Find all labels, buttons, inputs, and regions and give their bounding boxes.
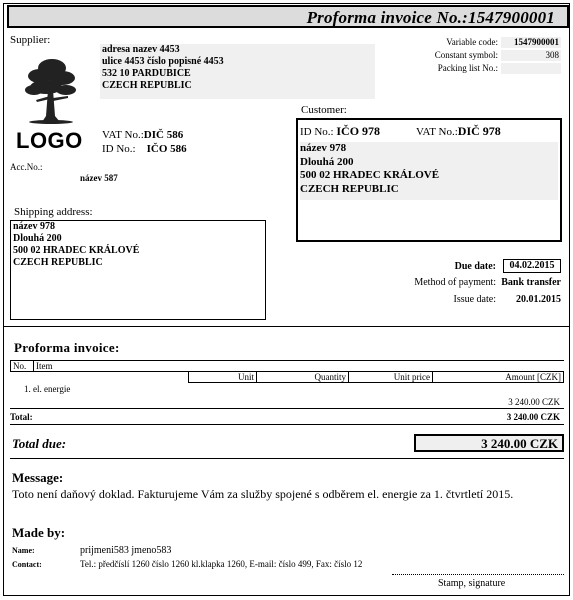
due-date-label: Due date: — [454, 261, 496, 272]
packing-list-value — [501, 63, 561, 74]
items-section-label: Proforma invoice: — [14, 340, 120, 355]
col-unit-header: Unit — [188, 372, 256, 383]
customer-vat-label: VAT No.: — [416, 126, 458, 138]
message-text: Toto není daňový doklad. Fakturujeme Vám za služby spojené s odběrem el. energie za 1. čtvrtletí 2015. — [12, 487, 514, 501]
supplier-vat-value: DIČ 586 — [143, 129, 184, 141]
supplier-label: Supplier: — [10, 34, 51, 46]
supplier-vat — [102, 129, 183, 141]
shipping-address-line: Dlouhá 200 — [13, 233, 62, 244]
constant-symbol-value: 308 — [501, 50, 561, 61]
supplier-id-label: ID No.: — [102, 143, 136, 155]
customer-id — [300, 124, 380, 139]
variable-code-value: 1547900001 — [501, 37, 561, 48]
supplier-address — [100, 44, 375, 99]
message-label: Message: — [12, 470, 64, 485]
variable-code-label: Variable code: — [446, 37, 498, 47]
total-due-label: Total due: — [12, 436, 67, 451]
made-by-label: Made by: — [12, 525, 66, 540]
customer-id-value: IČO 978 — [336, 124, 381, 138]
payment-method-label: Method of payment: — [414, 277, 496, 288]
customer-label: Customer: — [301, 104, 347, 116]
acc-label: Acc.No.: — [10, 162, 43, 172]
supplier-address-line: 532 10 PARDUBICE — [102, 68, 191, 79]
acc-value: název 587 — [80, 173, 118, 183]
line-item-text: 1. el. energie — [24, 384, 71, 394]
issue-date-label: Issue date: — [453, 294, 496, 305]
customer-box — [296, 118, 562, 242]
logo-text: LOGO — [16, 128, 83, 153]
packing-list-label: Packing list No.: — [437, 63, 498, 73]
issue-date-value: 20.01.2015 — [516, 294, 561, 305]
supplier-id — [102, 143, 187, 155]
col-separator — [33, 361, 34, 372]
name-value: prijmeni583 jmeno583 — [80, 545, 172, 556]
constant-symbol-label: Constant symbol: — [434, 50, 498, 60]
line-item-amount: 3 240.00 CZK — [508, 397, 560, 407]
customer-address — [300, 142, 558, 200]
total-due-value: 3 240.00 CZK — [414, 434, 564, 452]
due-date-value: 04.02.2015 — [503, 259, 561, 273]
customer-vat — [416, 124, 501, 139]
supplier-vat-label: VAT No.: — [102, 129, 144, 141]
section-divider — [4, 326, 569, 327]
contact-label: Contact: — [12, 560, 42, 569]
customer-address-line: Dlouhá 200 — [300, 155, 354, 168]
shipping-address-line: CZECH REPUBLIC — [13, 257, 103, 268]
customer-address-line: 500 02 HRADEC KRÁLOVÉ — [300, 169, 440, 181]
col-unit-price-header: Unit price — [348, 372, 432, 383]
customer-address-line: CZECH REPUBLIC — [300, 182, 399, 195]
total-label: Total: — [10, 412, 33, 422]
invoice-title-bar — [7, 5, 569, 28]
customer-id-label: ID No.: — [300, 126, 334, 138]
stamp-label: Stamp, signature — [438, 578, 506, 589]
tree-logo-icon — [22, 54, 80, 127]
shipping-box — [10, 220, 266, 320]
shipping-address-line: 500 02 HRADEC KRÁLOVÉ — [13, 245, 140, 256]
items-header-row — [10, 360, 564, 372]
customer-address-line: název 978 — [300, 142, 347, 154]
contact-value: Tel.: předčíslí 1260 číslo 1260 kl.klapka 1260, E-mail: číslo 499, Fax: číslo 12 — [80, 559, 363, 569]
total-divider — [10, 408, 564, 409]
supplier-address-line: ulice 4453 číslo popisné 4453 — [102, 56, 224, 67]
invoice-page — [3, 3, 570, 596]
payment-method-value: Bank transfer — [501, 277, 561, 288]
col-amount-header: Amount [CZK] — [432, 372, 564, 383]
col-quantity-header: Quantity — [256, 372, 348, 383]
invoice-title: Proforma invoice No.:1547900001 — [306, 8, 555, 27]
total-value: 3 240.00 CZK — [506, 412, 560, 422]
total-bottom-divider — [10, 424, 564, 425]
supplier-address-line: CZECH REPUBLIC — [102, 80, 192, 91]
col-item-header: Item — [36, 361, 53, 371]
shipping-address-line: název 978 — [13, 221, 55, 232]
name-label: Name: — [12, 546, 35, 555]
supplier-address-line: adresa nazev 4453 — [102, 44, 180, 55]
supplier-id-value: IČO 586 — [146, 143, 187, 155]
customer-vat-value: DIČ 978 — [457, 124, 501, 138]
total-due-divider — [10, 458, 564, 459]
shipping-label: Shipping address: — [14, 206, 93, 218]
col-no-header: No. — [13, 361, 27, 371]
signature-line — [392, 574, 564, 575]
